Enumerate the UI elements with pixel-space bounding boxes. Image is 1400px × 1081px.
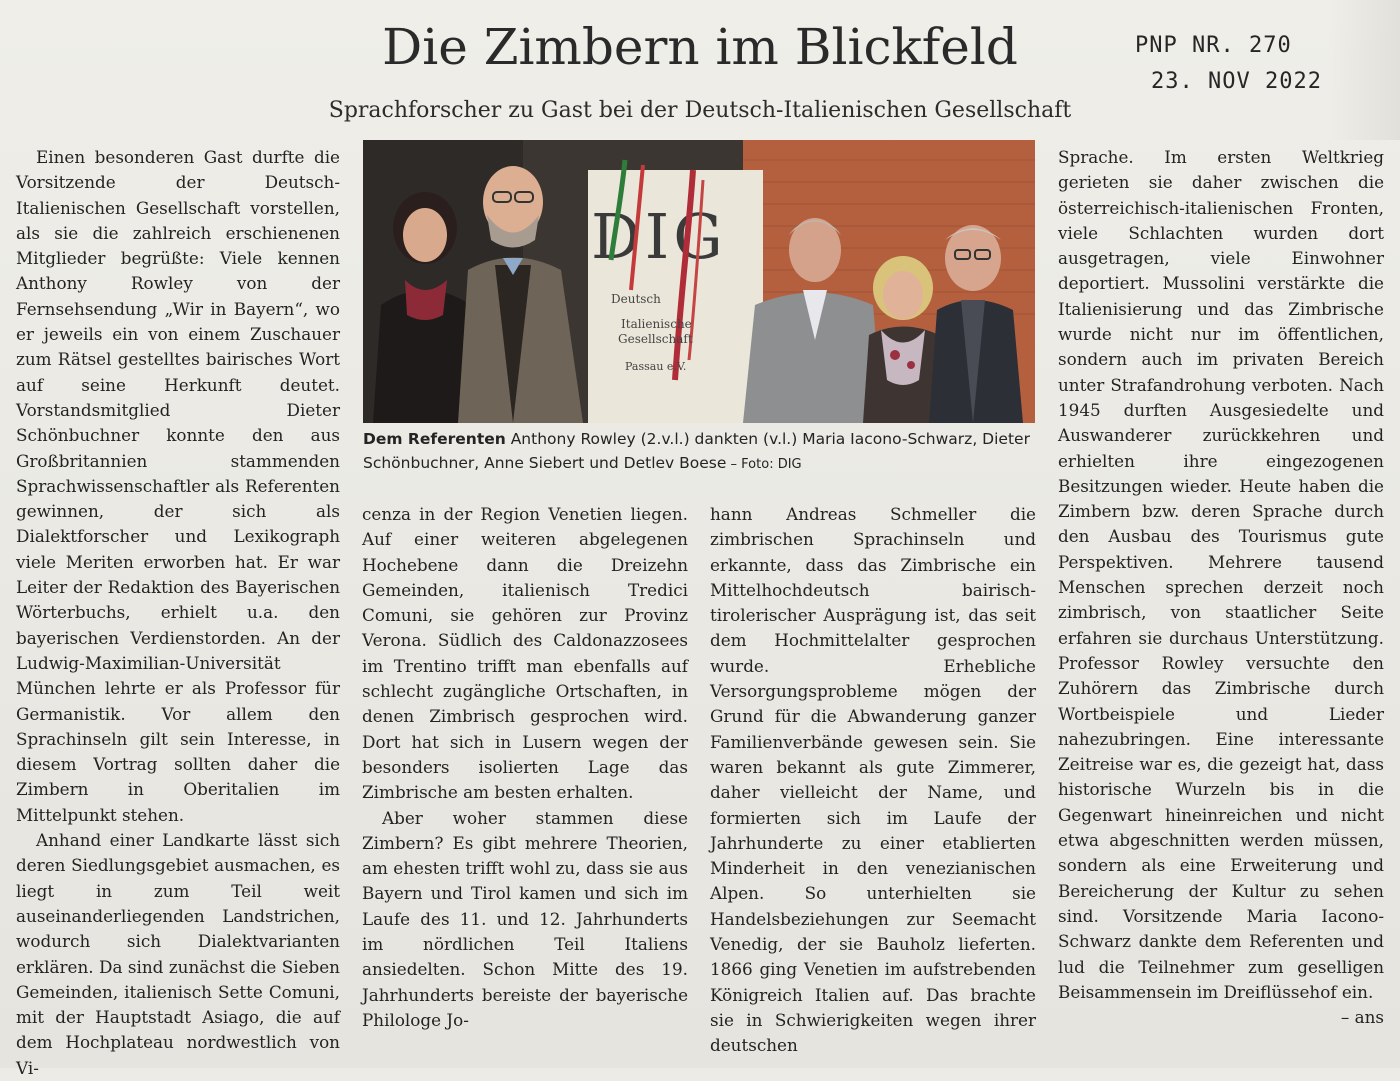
article-column-4 xyxy=(1058,145,1384,1055)
banner-text-line: Passau e.V. xyxy=(625,360,687,373)
photo-credit: – Foto: DIG xyxy=(726,457,802,472)
banner-text-line: Italienische xyxy=(621,317,692,331)
banner-text-line: Gesellschaft xyxy=(618,332,693,346)
paragraph: Anhand einer Landkarte lässt sich deren Siedlungsgebiet ausmachen, es liegt in zum Teil weit auseinanderliegenden Landstrichen, wodurch sich Dialektvarianten erklären. Da sind zunächst die Sieben Gemeinden, italienisch Sette Comuni, mit der Hauptstadt Asiago, die auf dem Hochplateau nordwestlich von Vi- xyxy=(16,830,340,1078)
banner-logo: DIG xyxy=(591,200,727,273)
banner-text-line: Deutsch xyxy=(611,292,661,306)
paragraph: Einen besonderen Gast durfte die Vorsitzende der Deutsch-Italienischen Gesellschaft vorstellen, als sie die zahlreich erschienenen Mitglieder begrüßte: Viele kennen Anthony Rowley von der Fernsehsendung „Wir in Bayern“, wo er jeweils ein von einem Zuschauer zum Rätsel gestelltes bairisches Wort auf seine Herkunft deutet. Vorstandsmitglied Dieter Schönbuchner konnte den aus Großbritannien stammenden Sprachwissenschaftler als Referenten gewinnen, der sich als Dialektforscher und Lexikograph viele Meriten erworben hat. Er war Leiter der Redaktion des Bayerischen Wörterbuchs, erhielt u.a. den bayerischen Verdienstorden. An der Ludwig-Maximilian-Universität München lehrte er als Professor für Germanistik. Vor allem den Sprachinseln gilt sein Interesse, in diesem Vortrag sollten daher die Zimbern in Oberitalien im Mittelpunkt stehen. xyxy=(16,147,340,825)
article-column-1 xyxy=(16,145,340,1078)
handwritten-date: 23. NOV 2022 xyxy=(1151,69,1322,94)
paragraph: Aber woher stammen diese Zimbern? Es gibt mehrere Theorien, am ehesten trifft wohl zu, dass sie aus Bayern und Tirol kamen und sich im Laufe des 11. und 12. Jahrhunderts im nördlichen Teil Italiens ansiedelten. Schon Mitte des 19. Jahrhunderts bereiste der bayerische Philologe Jo- xyxy=(362,807,688,1030)
paragraph: cenza in der Region Venetien liegen. Auf einer weiteren abgelegenen Hochebene dann die Dreizehn Gemeinden, italienisch Tredici Comuni, sie gehören zur Provinz Verona. Südlich des Caldonazzosees im Trentino trifft man ebenfalls auf schlecht zugängliche Ortschaften, in denen Zimbrisch gesprochen wird. Dort hat sich in Lusern wegen der besonders isolierten Lage das Zimbrische am besten erhalten. xyxy=(362,504,688,803)
handwritten-issue-number: PNP NR. 270 xyxy=(1135,33,1292,58)
author-signature: – ans xyxy=(1340,1007,1384,1028)
handwritten-note xyxy=(1135,28,1385,108)
article-column-3 xyxy=(710,502,1036,1062)
paragraph: Sprache. Im ersten Weltkrieg gerieten sie daher zwischen die österreichisch-italienischen Fronten, viele Schlachten wurden dort ausgetragen, viele Einwohner deportiert. Mussolini verstärkte die Italienisierung und das Zimbrische wurde nicht nur im öffentlichen, sondern auch im privaten Bereich unter Strafandrohung verboten. Nach 1945 durften Ausgesiedelte und Auswanderer zurückkehren und erhielten ihre eingezogenen Besitzungen wieder. Heute haben die Zimbern bzw. deren Sprache durch den Ausbau des Tourismus gute Perspektiven. Mehrere tausend Menschen sprechen derzeit noch zimbrisch, von staatlicher Seite erfahren sie durchaus Unterstützung. Professor Rowley versuchte den Zuhörern das Zimbrische durch Wortbeispiele und Lieder nahezubringen. Eine interessante Zeitreise war es, die gezeigt hat, dass historische Wurzeln bis in die Gegenwart hineinreichen und nicht etwa abgeschnitten werden müssen, sondern als eine Erweiterung und Bereicherung der Kultur zu sehen sind. Vorsitzende Maria Iacono-Schwarz dankte dem Referenten und lud die Teilnehmer zum geselligen Beisammensein im Dreiflüssehof ein. xyxy=(1058,147,1384,1002)
caption-text: Anthony Rowley (2.v.l.) dankten (v.l.) Maria Iacono-Schwarz, Dieter Schönbuchner, Anne Siebert und Detlev Boese xyxy=(363,430,1030,472)
photo-caption xyxy=(363,427,1035,479)
headline: Die Zimbern im Blickfeld xyxy=(382,18,1018,76)
article-column-2 xyxy=(362,502,688,1062)
subheadline: Sprachforscher zu Gast bei der Deutsch-Italienischen Gesellschaft xyxy=(328,98,1072,123)
caption-lead: Dem Referenten xyxy=(363,430,506,448)
event-photo xyxy=(363,140,1035,423)
paragraph: hann Andreas Schmeller die zimbrischen Sprachinseln und erkannte, dass das Zimbrische ein Mittelhochdeutsch bairisch-tirolerischer Ausprägung ist, das seit dem Hochmittelalter gesprochen wurde. Erhebliche Versorgungsprobleme mögen der Grund für die Abwanderung ganzer Familienverbände gewesen sein. Sie waren bekannt als gute Zimmerer, daher vielleicht der Name, und formierten sich im Laufe der Jahrhunderte zu einer etablierten Minderheit in den venezianischen Alpen. So unterhielten sie Handelsbeziehungen zur Seemacht Venedig, der sie Bauholz lieferten. 1866 ging Venetien im aufstrebenden Königreich Italien auf. Das brachte sie in Schwierigkeiten wegen ihrer deutschen xyxy=(710,504,1036,1056)
